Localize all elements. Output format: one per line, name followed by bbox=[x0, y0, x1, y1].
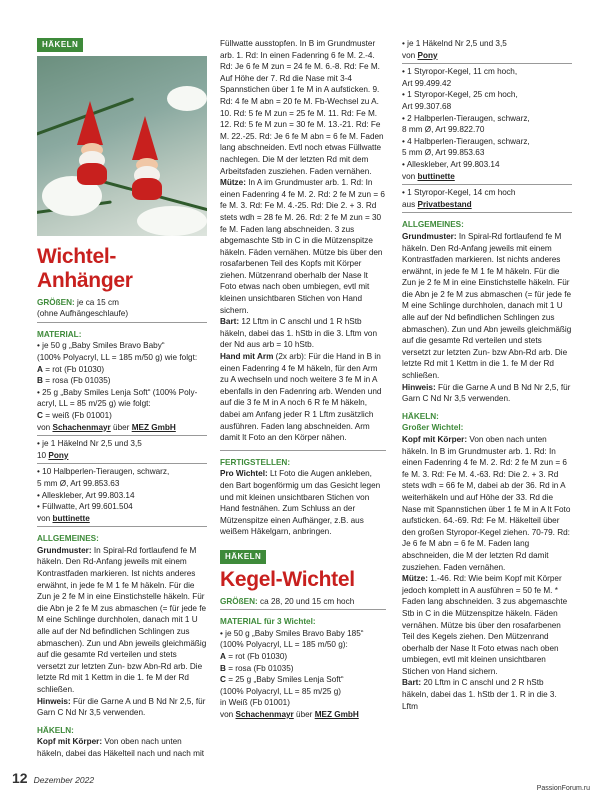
material-item: • je 1 Häkelnd Nr 2,5 und 3,5 bbox=[37, 439, 142, 449]
yarn-letter: A bbox=[220, 651, 226, 661]
material-item: • Alleskleber, Art 99.803.14 bbox=[402, 159, 500, 169]
material-item: • 2 Halbperlen-Tieraugen, schwarz, bbox=[402, 113, 530, 123]
material-label: MATERIAL für 3 Wichtel: bbox=[220, 617, 316, 627]
supplier: Privatbestand bbox=[417, 199, 472, 209]
yarn-letter: C bbox=[220, 675, 226, 685]
supplier: buttinette bbox=[417, 171, 455, 181]
yarn-color: = rosa (Fb 01035) bbox=[42, 376, 111, 386]
column-2 bbox=[220, 38, 386, 720]
column-1 bbox=[37, 38, 207, 760]
supplier-sep: über bbox=[110, 422, 132, 432]
note-label: Hinweis: bbox=[402, 382, 436, 392]
supplier: Pony bbox=[417, 50, 438, 60]
head-text: Von oben nach unten häkeln. In B im Grundmuster arb. 1. Rd: In einen Fadenring 4 fe M. 2. Rd: 2 fe M zun = 6 fe M. 3. Rd: Fe M. 4.-63. Rd: Die 2. + 3. Rd stets wdh = 66 fe M, dabei ab der 36. Rd in A weiterhäkeln und auf Höhe der 33. Rd die Nase mit Spannstichen über 1 fe M in A lt Foto aufsticken. 64.-69. Rd: Fe M. Häkelteil über den großen Styropor-Kegel ziehen. 70-79. Rd: Je 6 fe M abn = 6 fe M. Faden lang abschneiden, die M der letzten Rd damit zusziehen. Faden vernähen. bbox=[402, 435, 571, 572]
yarn-letter: B bbox=[37, 376, 43, 386]
yarn-color: = weiß (Fb 01001) bbox=[42, 410, 112, 420]
hat-text: 1.-46. Rd: Wie beim Kopf mit Körper jedoch komplett in A ausführen = 50 fe M. * Faden lang abschneiden. 3 zus abgemaschte Stb in C in die Mützenspitze häkeln. Fäden vernähen. Mütze bis über den rosafarbenen Teil des Kegels ziehen. Den Mützenrand oberhalb der Nase lt Foto etwas nach oben umbiegen, evtl mit kleinen unsichtbaren Stichen von Hand sichern. bbox=[402, 574, 568, 676]
yarn-color: = rosa (Fb 01035) bbox=[225, 663, 294, 673]
finishing-text: Lt Foto die Augen ankleben, den Bart bogenförmig um das Gesicht legen und mit kleinen unsichtbaren Stichen von Hand festnähen. Zum Schluss an der Mützenspitze einen Aufhänger, z.B. aus weißem Häkelgarn, anbringen. bbox=[220, 469, 381, 537]
beard-label: Bart: bbox=[402, 678, 422, 688]
section-tag-2: HÄKELN bbox=[220, 550, 266, 564]
gnome-figure-right bbox=[132, 116, 162, 200]
head-label: Kopf mit Körper: bbox=[402, 435, 468, 444]
yarn-color: = rot (Fb 01030) bbox=[42, 364, 105, 374]
general-label: ALLGEMEINES: bbox=[37, 534, 99, 544]
material-item: Art 99.307.68 bbox=[402, 101, 452, 111]
crochet-label: HÄKELN: bbox=[402, 411, 439, 421]
arm-label: Hand mit Arm bbox=[220, 352, 274, 362]
big-gnome-label: Großer Wichtel: bbox=[402, 423, 464, 433]
finishing-label: FERTIGSTELLEN: bbox=[220, 457, 291, 467]
page-number: 12 bbox=[12, 770, 28, 786]
yarn-letter: C bbox=[37, 410, 43, 420]
material-item: (100% Polyacryl, LL = 85 m/25 g) bbox=[220, 686, 341, 696]
supplier-prefix: von bbox=[37, 513, 53, 523]
hat-label: Mütze: bbox=[220, 178, 246, 188]
column-3 bbox=[402, 38, 572, 712]
note-label: Hinweis: bbox=[37, 696, 71, 706]
material-item: • je 1 Häkelnd Nr 2,5 und 3,5 bbox=[402, 39, 507, 48]
hat-label: Mütze: bbox=[402, 574, 428, 584]
yarn-letter: B bbox=[220, 663, 226, 673]
supplier-prefix: von bbox=[220, 709, 236, 719]
material-item: 8 mm Ø, Art 99.822.70 bbox=[402, 125, 485, 135]
supplier-sep: über bbox=[293, 709, 315, 719]
per-gnome-label: Pro Wichtel: bbox=[220, 469, 268, 479]
head-label: Kopf mit Körper: bbox=[37, 737, 103, 747]
supplier: Schachenmayr bbox=[235, 709, 294, 719]
size-label: GRÖßEN: bbox=[37, 297, 75, 307]
material-label: MATERIAL: bbox=[37, 329, 82, 339]
size-text: ca 28, 20 und 15 cm hoch bbox=[257, 596, 355, 606]
supplier-prefix: 10 bbox=[37, 450, 49, 460]
general-label: ALLGEMEINES: bbox=[402, 220, 464, 230]
supplier: Pony bbox=[48, 450, 69, 460]
supplier-prefix: von bbox=[402, 50, 418, 60]
material-item: • 25 g „Baby Smiles Lenja Soft“ (100% Poly- bbox=[37, 387, 198, 397]
pattern-text: In Spiral-Rd fortlaufend fe M häkeln. Den Rd-Anfang jeweils mit einem Kontrastfaden markieren. Ist nichts anderes erwähnt, in jede fe M 1 fe M häkeln. Für die Zun je 2 fe M in eine Einstichstelle häkeln. Für die Abn je 2 fe M zus abmaschen (= für jede fe M eine Schlinge durchholen, danach mit 1 U alle auf der Nd befindlichen Schlingen zus abmaschen). Zun und Abn jeweils gleichmäßig auf die gesamte Rd verteilen und stets versetzt zur letzten Zun- bzw Abn-Rd arb. Die letzte Rd mit 1 Kettm in die 1. fe M der Rd schließen. bbox=[402, 231, 572, 381]
material-item: (100% Polyacryl, LL = 185 m/50 g) wie folgt: bbox=[37, 352, 198, 362]
crochet-label: HÄKELN: bbox=[37, 725, 74, 735]
head-text: Von oben nach unten häkeln, dabei das Häkelteil nach und nach mit bbox=[37, 737, 205, 758]
material-item: • Füllwatte, Art 99.601.504 bbox=[37, 502, 133, 512]
material-item: • 1 Styropor-Kegel, 14 cm hoch bbox=[402, 188, 516, 198]
material-item: • je 50 g „Baby Smiles Bravo Baby 185“ bbox=[220, 628, 364, 638]
supplier-prefix: aus bbox=[402, 199, 418, 209]
supplier: MEZ GmbH bbox=[314, 709, 359, 719]
material-item: • je 50 g „Baby Smiles Bravo Baby“ bbox=[37, 341, 165, 351]
gnome-figure-left bbox=[77, 101, 107, 185]
material-item: • 1 Styropor-Kegel, 11 cm hoch, bbox=[402, 67, 518, 77]
article-title-2: Kegel-Wichtel bbox=[220, 567, 355, 591]
material-item: Art 99.499.42 bbox=[402, 78, 452, 88]
note-text: Für die Garne A und B Nd Nr 2,5, für Garn C Nd Nr 3,5 verwenden. bbox=[37, 696, 206, 718]
beard-text: 20 Lftm in C anschl und 2 R hStb häkeln, dabei das 1. hStb der 1. R in die 3. Lftm bbox=[402, 678, 557, 711]
hat-text: In A im Grundmuster arb. 1. Rd: In einen Fadenring 4 fe M. 2. Rd: 2 fe M zun = 6 fe M. 3. Rd: Fe M. 4.-25. Rd: Die 2. + 3. Rd stets wdh = 28 fe M. 26. Rd: 2 fe M zun = 30 fe M. Faden lang abschneiden. 3 zus abgemaschte Stb in C in die Mützenspitze häkeln. Fäden vernähen. Mütze bis über den rosafarbenen Teil des Kopfs mit Körper ziehen. Mützenrand oberhalb der Nase lt Foto etwas nach oben umbiegen, evtl mit kleinen unsichtbaren Stichen von Hand sichern. bbox=[220, 178, 385, 315]
article-title: Wichtel-Anhänger bbox=[37, 244, 133, 292]
site-watermark: PassionForum.ru bbox=[536, 785, 590, 792]
material-item: (100% Polyacryl, LL = 185 m/50 g): bbox=[220, 640, 348, 650]
material-item: acryl, LL = 85 m/25 g) wie folgt: bbox=[37, 399, 151, 409]
instruction-paragraph: Füllwatte ausstopfen. In B im Grundmuster arb. 1. Rd: In einen Fadenring 6 fe M. 2.-4. Rd: Je 6 fe M zun = 24 fe M. 6.-8. Rd: Fe M. Auf Höhe der 7. Rd die Nase mit 3-4 Spannstichen über 1 fe M in A aufsticken. 9. Rd: 4 fe M abn = 20 fe M. Fb-Wechsel zu A. 10. Rd: 5 fe M zun = 25 fe M. 11. Rd: Fe M. 12. Rd: 5 fe M zun = 30 fe M. 13.-21. Rd: Fe M. 22.-25. Rd: Je 6 fe M abn = 6 fe M. Faden lang abschneiden. Evtl noch etwas Füllwatte nachlegen. Die M der letzten Rd mit dem Arbeitsfaden zusziehen. Faden vernähen. bbox=[220, 39, 384, 176]
size-text: je ca 15 cm bbox=[74, 297, 119, 307]
yarn-color: = 25 g „Baby Smiles Lenja Soft“ bbox=[225, 675, 344, 685]
supplier-prefix: von bbox=[37, 422, 53, 432]
material-item: 5 mm Ø, Art 99.853.63 bbox=[402, 148, 485, 158]
material-item: • 1 Styropor-Kegel, 25 cm hoch, bbox=[402, 90, 518, 100]
beard-label: Bart: bbox=[220, 317, 240, 327]
material-item: • 10 Halbperlen-Tieraugen, schwarz, bbox=[37, 467, 170, 477]
material-item: • 4 Halbperlen-Tieraugen, schwarz, bbox=[402, 136, 530, 146]
pattern-label: Grundmuster: bbox=[37, 545, 92, 555]
gnome-photo bbox=[37, 56, 207, 236]
yarn-color: = rot (Fb 01030) bbox=[225, 651, 288, 661]
material-item: • Alleskleber, Art 99.803.14 bbox=[37, 490, 135, 500]
supplier-prefix: von bbox=[402, 171, 418, 181]
size-label: GRÖßEN: bbox=[220, 596, 258, 606]
material-item: in Weiß (Fb 01001) bbox=[220, 698, 290, 708]
size-note: (ohne Aufhängeschlaufe) bbox=[37, 309, 129, 319]
yarn-letter: A bbox=[37, 364, 43, 374]
supplier: MEZ GmbH bbox=[131, 422, 176, 432]
issue-month: Dezember 2022 bbox=[33, 775, 95, 785]
page-footer bbox=[12, 770, 94, 786]
pattern-label: Grundmuster: bbox=[402, 231, 457, 241]
material-item: 5 mm Ø, Art 99.853.63 bbox=[37, 478, 120, 488]
section-tag: HÄKELN bbox=[37, 38, 83, 52]
arm-text: (2x arb): Für die Hand in B in einen Fadenring 4 fe M häkeln, für den Arm zu A wechseln und noch weitere 3 fe M in A ebenfalls in den Fadenring arb. Wenden und auf die 3 fe M in A noch 6 R fe M häkeln, dabei am Anfang jeder R 1 Lftm zusätzlich ausführen. Faden lang abschneiden. Arm damit lt Foto an den Körper nähen. bbox=[220, 352, 382, 443]
beard-text: 12 Lftm in C anschl und 1 R hStb häkeln, dabei das 1. hStb in die 3. Lftm von der Nd aus arb = 10 hStb. bbox=[220, 317, 378, 350]
pattern-text: In Spiral-Rd fortlaufend fe M häkeln. Den Rd-Anfang jeweils mit einem Kontrastfaden markieren. Ist nichts anderes erwähnt, in jede fe M 1 fe M häkeln. Für die Zun je 2 fe M in eine Einstichstelle häkeln. Für die Abn je 2 fe M zus abmaschen (= für jede fe M eine Schlinge durchholen, danach mit 1 U alle auf der Nd befindlichen Schlingen zus abmaschen). Zun und Abn jeweils gleichmäßig auf die gesamte Rd verteilen und stets versetzt zur letzten Zun- bzw Abn-Rd arb. Die letzte Rd mit 1 Kettm in die 1. fe M der Rd schließen. bbox=[37, 545, 207, 694]
supplier: Schachenmayr bbox=[52, 422, 111, 432]
supplier: buttinette bbox=[52, 513, 90, 523]
note-text: Für die Garne A und B Nd Nr 2,5, für Garn C Nd Nr 3,5 verwenden. bbox=[402, 382, 571, 404]
